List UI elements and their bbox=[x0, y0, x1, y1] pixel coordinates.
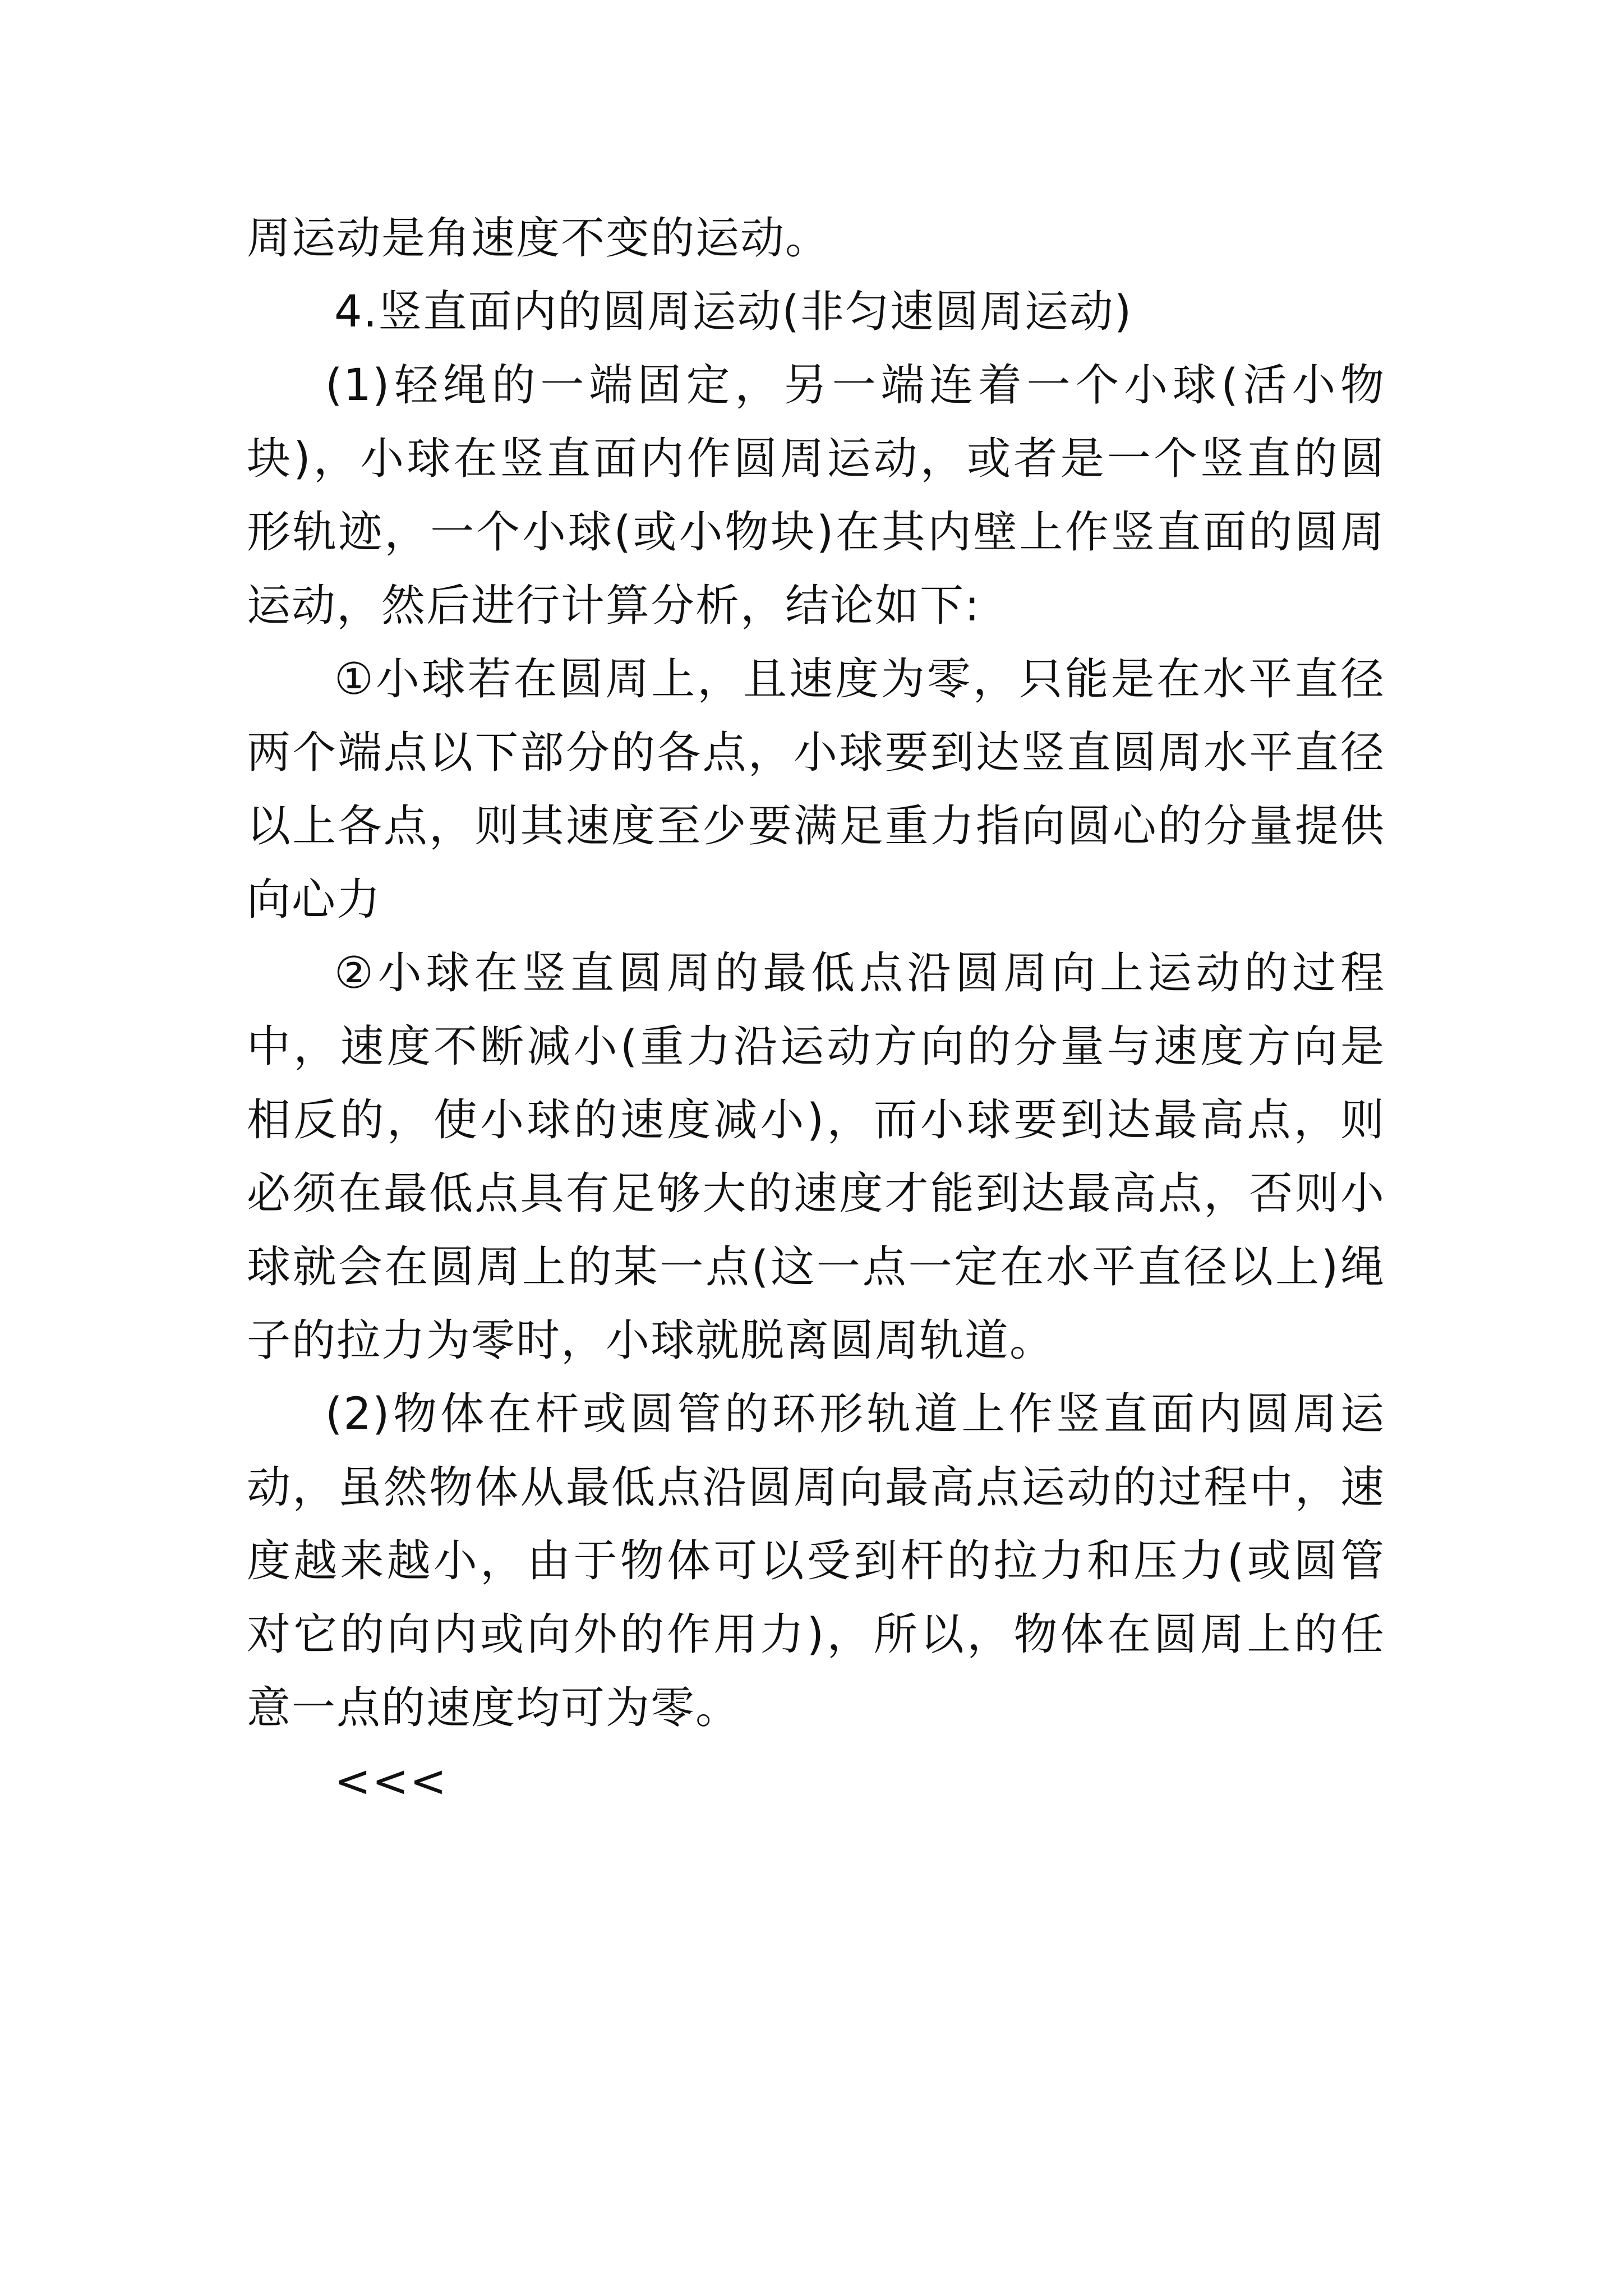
end-marker: <<< bbox=[334, 1756, 448, 1807]
document-body bbox=[247, 202, 1385, 1819]
section-heading-vertical-circular-motion: 4.竖直面内的圆周运动(非匀速圆周运动) bbox=[334, 287, 1133, 337]
paragraph-light-rope: (1)轻绳的一端固定，另一端连着一个小球(活小物块)，小球在竖直面内作圆周运动，或者是一个竖直的圆形轨迹，一个小球(或小物块)在其内壁上作竖直面的圆周运动，然后进行计算分析，结论如下: bbox=[247, 360, 1385, 631]
paragraph-conclusion-1: ①小球若在圆周上，且速度为零，只能是在水平直径两个端点以下部分的各点，小球要到达竖直圆周水平直径以上各点，则其速度至少要满足重力指向圆心的分量提供向心力 bbox=[247, 654, 1385, 925]
paragraph-conclusion-2: ②小球在竖直圆周的最低点沿圆周向上运动的过程中，速度不断减小(重力沿运动方向的分量与速度方向是相反的，使小球的速度减小)，而小球要到达最高点，则必须在最低点具有足够大的速度才能到达最高点，否则小球就会在圆周上的某一点(这一点一定在水平直径以上)绳子的拉力为零时，小球就脱离圆周轨道。 bbox=[247, 948, 1385, 1366]
paragraph-rod-or-tube: (2)物体在杆或圆管的环形轨道上作竖直面内圆周运动，虽然物体从最低点沿圆周向最高点运动的过程中，速度越来越小，由于物体可以受到杆的拉力和压力(或圆管对它的向内或向外的作用力)，所以，物体在圆周上的任意一点的速度均可为零。 bbox=[247, 1389, 1385, 1733]
paragraph-continuation: 周运动是角速度不变的运动。 bbox=[247, 213, 831, 264]
